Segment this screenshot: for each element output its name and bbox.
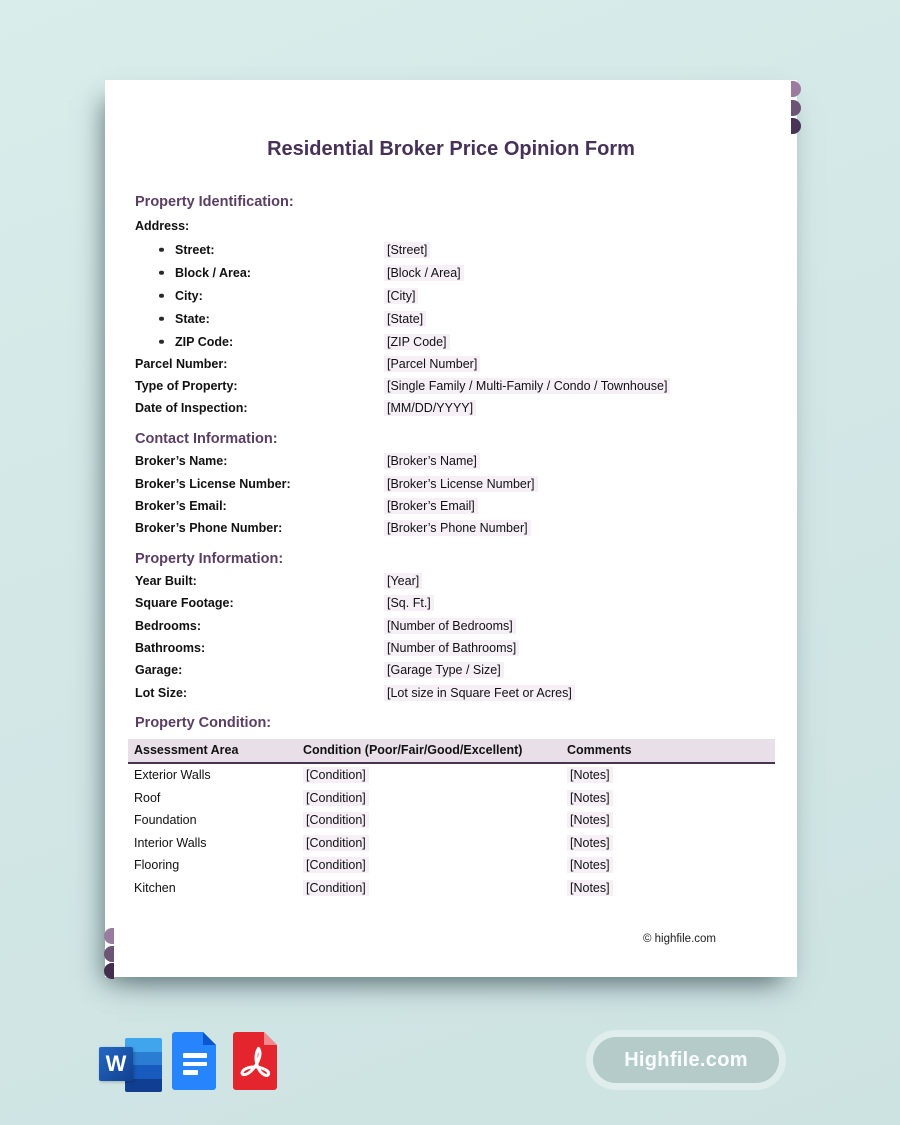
table-row-roof: Roof [Condition] [Notes]: [128, 786, 775, 809]
word-letter-badge: W: [99, 1047, 133, 1081]
property-fields: [135, 570, 767, 704]
field-row-property-type: Type of Property: [Single Family / Multi-Family / Condo / Townhouse]: [135, 375, 767, 397]
field-label: Street:: [135, 243, 384, 257]
placeholder-chip: [Broker’s Phone Number]: [384, 520, 531, 536]
bullet-row-state: [135, 307, 767, 330]
contact-fields: [135, 450, 767, 540]
placeholder-chip: [Year]: [384, 573, 422, 589]
bullet-dot: [159, 316, 164, 321]
field-value: [384, 685, 575, 701]
placeholder-chip: [Notes]: [567, 812, 613, 828]
field-row-broker-license: Broker’s License Number: [Broker’s License Number]: [135, 472, 767, 494]
identification-fields: [135, 353, 767, 419]
edge-tab-bottom-dark: [104, 963, 114, 979]
docs-fold-corner: [203, 1032, 216, 1045]
placeholder-chip: [Number of Bedrooms]: [384, 618, 516, 634]
field-label: ZIP Code:: [135, 335, 384, 349]
table-row-foundation: Foundation [Condition] [Notes]: [128, 809, 775, 832]
condition-table: [128, 739, 775, 899]
site-button-label: Highfile.com: [624, 1048, 748, 1071]
bullet-row-block-area: [135, 261, 767, 284]
bullet-dot: [159, 247, 164, 252]
acrobat-glyph-icon: [238, 1045, 272, 1079]
placeholder-chip: [Notes]: [567, 767, 613, 783]
google-docs-icon[interactable]: [172, 1032, 216, 1090]
document-sheet: [105, 80, 797, 977]
placeholder-chip: [Sq. Ft.]: [384, 595, 434, 611]
edge-tab-bottom-light: [104, 928, 114, 944]
placeholder-chip: [Condition]: [303, 812, 369, 828]
edge-tab-top-medium: [791, 100, 801, 116]
placeholder-chip: [Notes]: [567, 880, 613, 896]
bullet-row-zip: [135, 330, 767, 353]
word-file-icon[interactable]: [99, 1036, 163, 1094]
address-bullet-list: [135, 238, 767, 353]
page-title: Residential Broker Price Opinion Form: [267, 138, 635, 160]
copyright-text: © highfile.com: [642, 933, 716, 945]
pdf-fold-corner: [264, 1032, 277, 1045]
column-header-condition: Condition (Poor/Fair/Good/Excellent): [303, 743, 523, 758]
placeholder-chip: [Number of Bathrooms]: [384, 640, 519, 656]
placeholder-chip: [Garage Type / Size]: [384, 662, 504, 678]
field-value: [384, 595, 434, 611]
field-row-broker-email: Broker’s Email: [Broker’s Email]: [135, 495, 767, 517]
placeholder-chip: [Block / Area]: [384, 265, 464, 281]
highfile-site-button[interactable]: [593, 1037, 779, 1083]
placeholder-chip: [Street]: [384, 242, 430, 258]
field-value: [384, 356, 480, 372]
placeholder-chip: [Condition]: [303, 835, 369, 851]
field-value: [384, 640, 519, 656]
bullet-row-city: [135, 284, 767, 307]
field-value: [384, 378, 670, 394]
placeholder-chip: [Notes]: [567, 857, 613, 873]
edge-tab-top-light: [791, 81, 801, 97]
placeholder-chip: [State]: [384, 311, 426, 327]
field-label: State:: [135, 312, 384, 326]
placeholder-chip: [Condition]: [303, 790, 369, 806]
field-row-square-footage: Square Footage: [Sq. Ft.]: [135, 592, 767, 614]
table-row-interior-walls: Interior Walls [Condition] [Notes]: [128, 831, 775, 854]
field-value: [384, 242, 430, 258]
field-value: [384, 618, 516, 634]
placeholder-chip: [Broker’s Name]: [384, 453, 480, 469]
placeholder-chip: [Single Family / Multi-Family / Condo / Townhouse]: [384, 378, 670, 394]
placeholder-chip: [ZIP Code]: [384, 334, 450, 350]
field-value: [384, 520, 531, 536]
field-row-broker-name: Broker’s Name: [Broker’s Name]: [135, 450, 767, 472]
docs-text-line: [183, 1053, 207, 1058]
edge-tab-bottom-medium: [104, 946, 114, 962]
field-row-broker-phone: Broker’s Phone Number: [Broker’s Phone Number]: [135, 517, 767, 539]
docs-text-line: [183, 1070, 198, 1075]
placeholder-chip: [City]: [384, 288, 418, 304]
placeholder-chip: [Notes]: [567, 790, 613, 806]
placeholder-chip: [Condition]: [303, 880, 369, 896]
placeholder-chip: [Condition]: [303, 857, 369, 873]
field-value: [384, 573, 422, 589]
section-heading-property-condition: Property Condition:: [135, 714, 272, 731]
column-header-comments: Comments: [567, 743, 632, 758]
condition-table-header: [128, 739, 775, 764]
field-value: [384, 288, 418, 304]
field-row-parcel-number: Parcel Number: [Parcel Number]: [135, 353, 767, 375]
placeholder-chip: [Parcel Number]: [384, 356, 480, 372]
field-value: [384, 400, 476, 416]
field-value: [384, 453, 480, 469]
field-row-year-built: Year Built: [Year]: [135, 570, 767, 592]
table-row-kitchen: Kitchen [Condition] [Notes]: [128, 876, 775, 899]
table-row-flooring: Flooring [Condition] [Notes]: [128, 854, 775, 877]
field-value: [384, 662, 504, 678]
placeholder-chip: [Condition]: [303, 767, 369, 783]
field-label: Block / Area:: [135, 266, 384, 280]
field-label: City:: [135, 289, 384, 303]
bullet-dot: [159, 339, 164, 344]
field-row-garage: Garage: [Garage Type / Size]: [135, 659, 767, 681]
column-header-assessment-area: Assessment Area: [134, 743, 239, 758]
section-heading-property-information: Property Information:: [135, 550, 284, 567]
pdf-file-icon[interactable]: [233, 1032, 277, 1090]
field-row-bedrooms: Bedrooms: [Number of Bedrooms]: [135, 614, 767, 636]
placeholder-chip: [Broker’s License Number]: [384, 476, 538, 492]
address-label: Address:: [135, 219, 190, 233]
section-heading-contact-information: Contact Information:: [135, 431, 278, 447]
field-value: [384, 265, 464, 281]
placeholder-chip: [Lot size in Square Feet or Acres]: [384, 685, 575, 701]
bullet-dot: [159, 293, 164, 298]
edge-tab-top-dark: [791, 118, 801, 134]
field-value: [384, 498, 478, 514]
field-value: [384, 311, 426, 327]
field-row-bathrooms: Bathrooms: [Number of Bathrooms]: [135, 637, 767, 659]
placeholder-chip: [Broker’s Email]: [384, 498, 478, 514]
field-row-inspection-date: Date of Inspection: [MM/DD/YYYY]: [135, 397, 767, 419]
field-value: [384, 334, 450, 350]
section-heading-property-identification: Property Identification:: [135, 194, 294, 210]
placeholder-chip: [Notes]: [567, 835, 613, 851]
table-row-exterior-walls: Exterior Walls [Condition] [Notes]: [128, 764, 775, 787]
field-value: [384, 476, 538, 492]
bullet-row-street: [135, 238, 767, 261]
field-row-lot-size: Lot Size: [Lot size in Square Feet or Acres]: [135, 682, 767, 704]
docs-text-line: [183, 1062, 207, 1067]
bullet-dot: [159, 270, 164, 275]
placeholder-chip: [MM/DD/YYYY]: [384, 400, 476, 416]
